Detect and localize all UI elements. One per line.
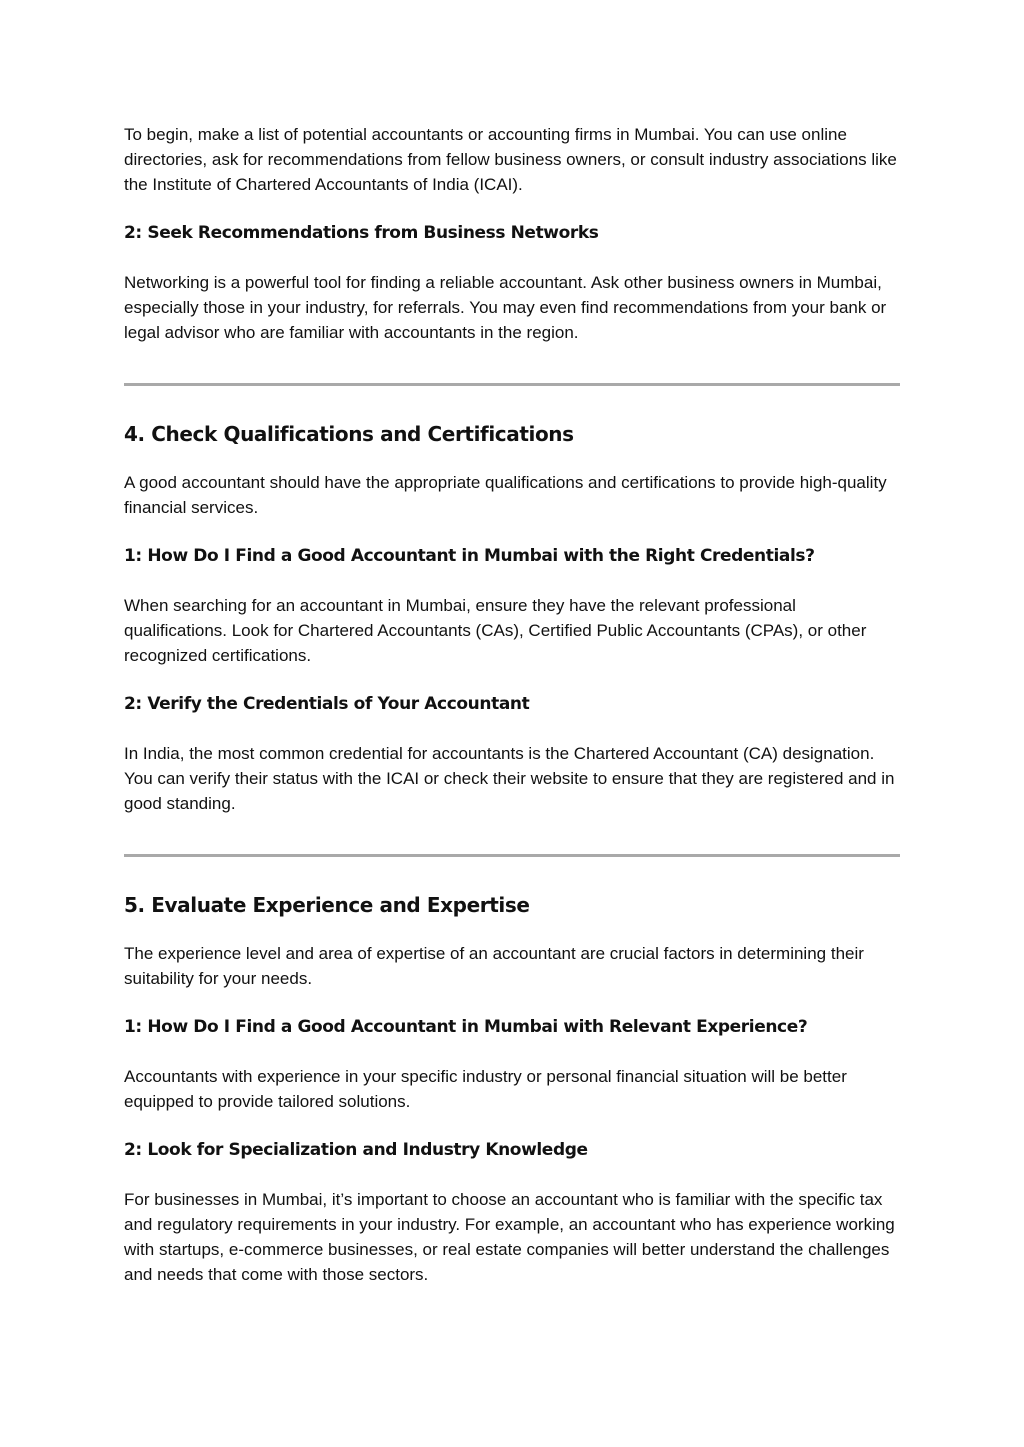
- intro-paragraph: To begin, make a list of potential accountants or accounting firms in Mumbai. You can use online directories, ask for recommendations from fellow business owners, or consult industry associations like the Institute of Chartered Accountants of India (ICAI).: [124, 125, 897, 194]
- section-divider: [124, 854, 900, 857]
- section-divider: [124, 383, 900, 386]
- section-5-sub2-paragraph: For businesses in Mumbai, it’s important to choose an accountant who is familiar with the specific tax and regulatory requirements in your industry. For example, an accountant who has experience working with startups, e-commerce businesses, or real estate companies will better understand the challenges and needs that come with those sectors.: [124, 1190, 895, 1284]
- document-page: [124, 120, 900, 1287]
- section-4-sub2-paragraph: In India, the most common credential for accountants is the Chartered Accountant (CA) designation. You can verify their status with the ICAI or check their website to ensure that they are registered and in good standing.: [124, 744, 895, 813]
- seek-recommendations-heading: 2: Seek Recommendations from Business Networks: [124, 223, 599, 243]
- section-4-sub1-paragraph: When searching for an accountant in Mumbai, ensure they have the relevant professional qualifications. Look for Chartered Accountants (CAs), Certified Public Accountants (CPAs), or other recognized certifications.: [124, 596, 867, 665]
- section-5-intro: The experience level and area of expertise of an accountant are crucial factors in determining their suitability for your needs.: [124, 944, 864, 988]
- section-5-heading: 5. Evaluate Experience and Expertise: [124, 893, 530, 917]
- section-4-heading: 4. Check Qualifications and Certifications: [124, 422, 574, 446]
- section-5-sub2-heading: 2: Look for Specialization and Industry Knowledge: [124, 1140, 588, 1160]
- section-4-sub2-heading: 2: Verify the Credentials of Your Accountant: [124, 694, 530, 714]
- seek-recommendations-paragraph: Networking is a powerful tool for finding a reliable accountant. Ask other business owners in Mumbai, especially those in your industry, for referrals. You may even find recommendations from your bank or legal advisor who are familiar with accountants in the region.: [124, 273, 887, 342]
- section-5-sub1-paragraph: Accountants with experience in your specific industry or personal financial situation will be better equipped to provide tailored solutions.: [124, 1067, 847, 1111]
- section-4-intro: A good accountant should have the appropriate qualifications and certifications to provide high-quality financial services.: [124, 473, 887, 517]
- section-5-sub1-heading: 1: How Do I Find a Good Accountant in Mumbai with Relevant Experience?: [124, 1017, 808, 1037]
- section-4-sub1-heading: 1: How Do I Find a Good Accountant in Mumbai with the Right Credentials?: [124, 546, 815, 566]
